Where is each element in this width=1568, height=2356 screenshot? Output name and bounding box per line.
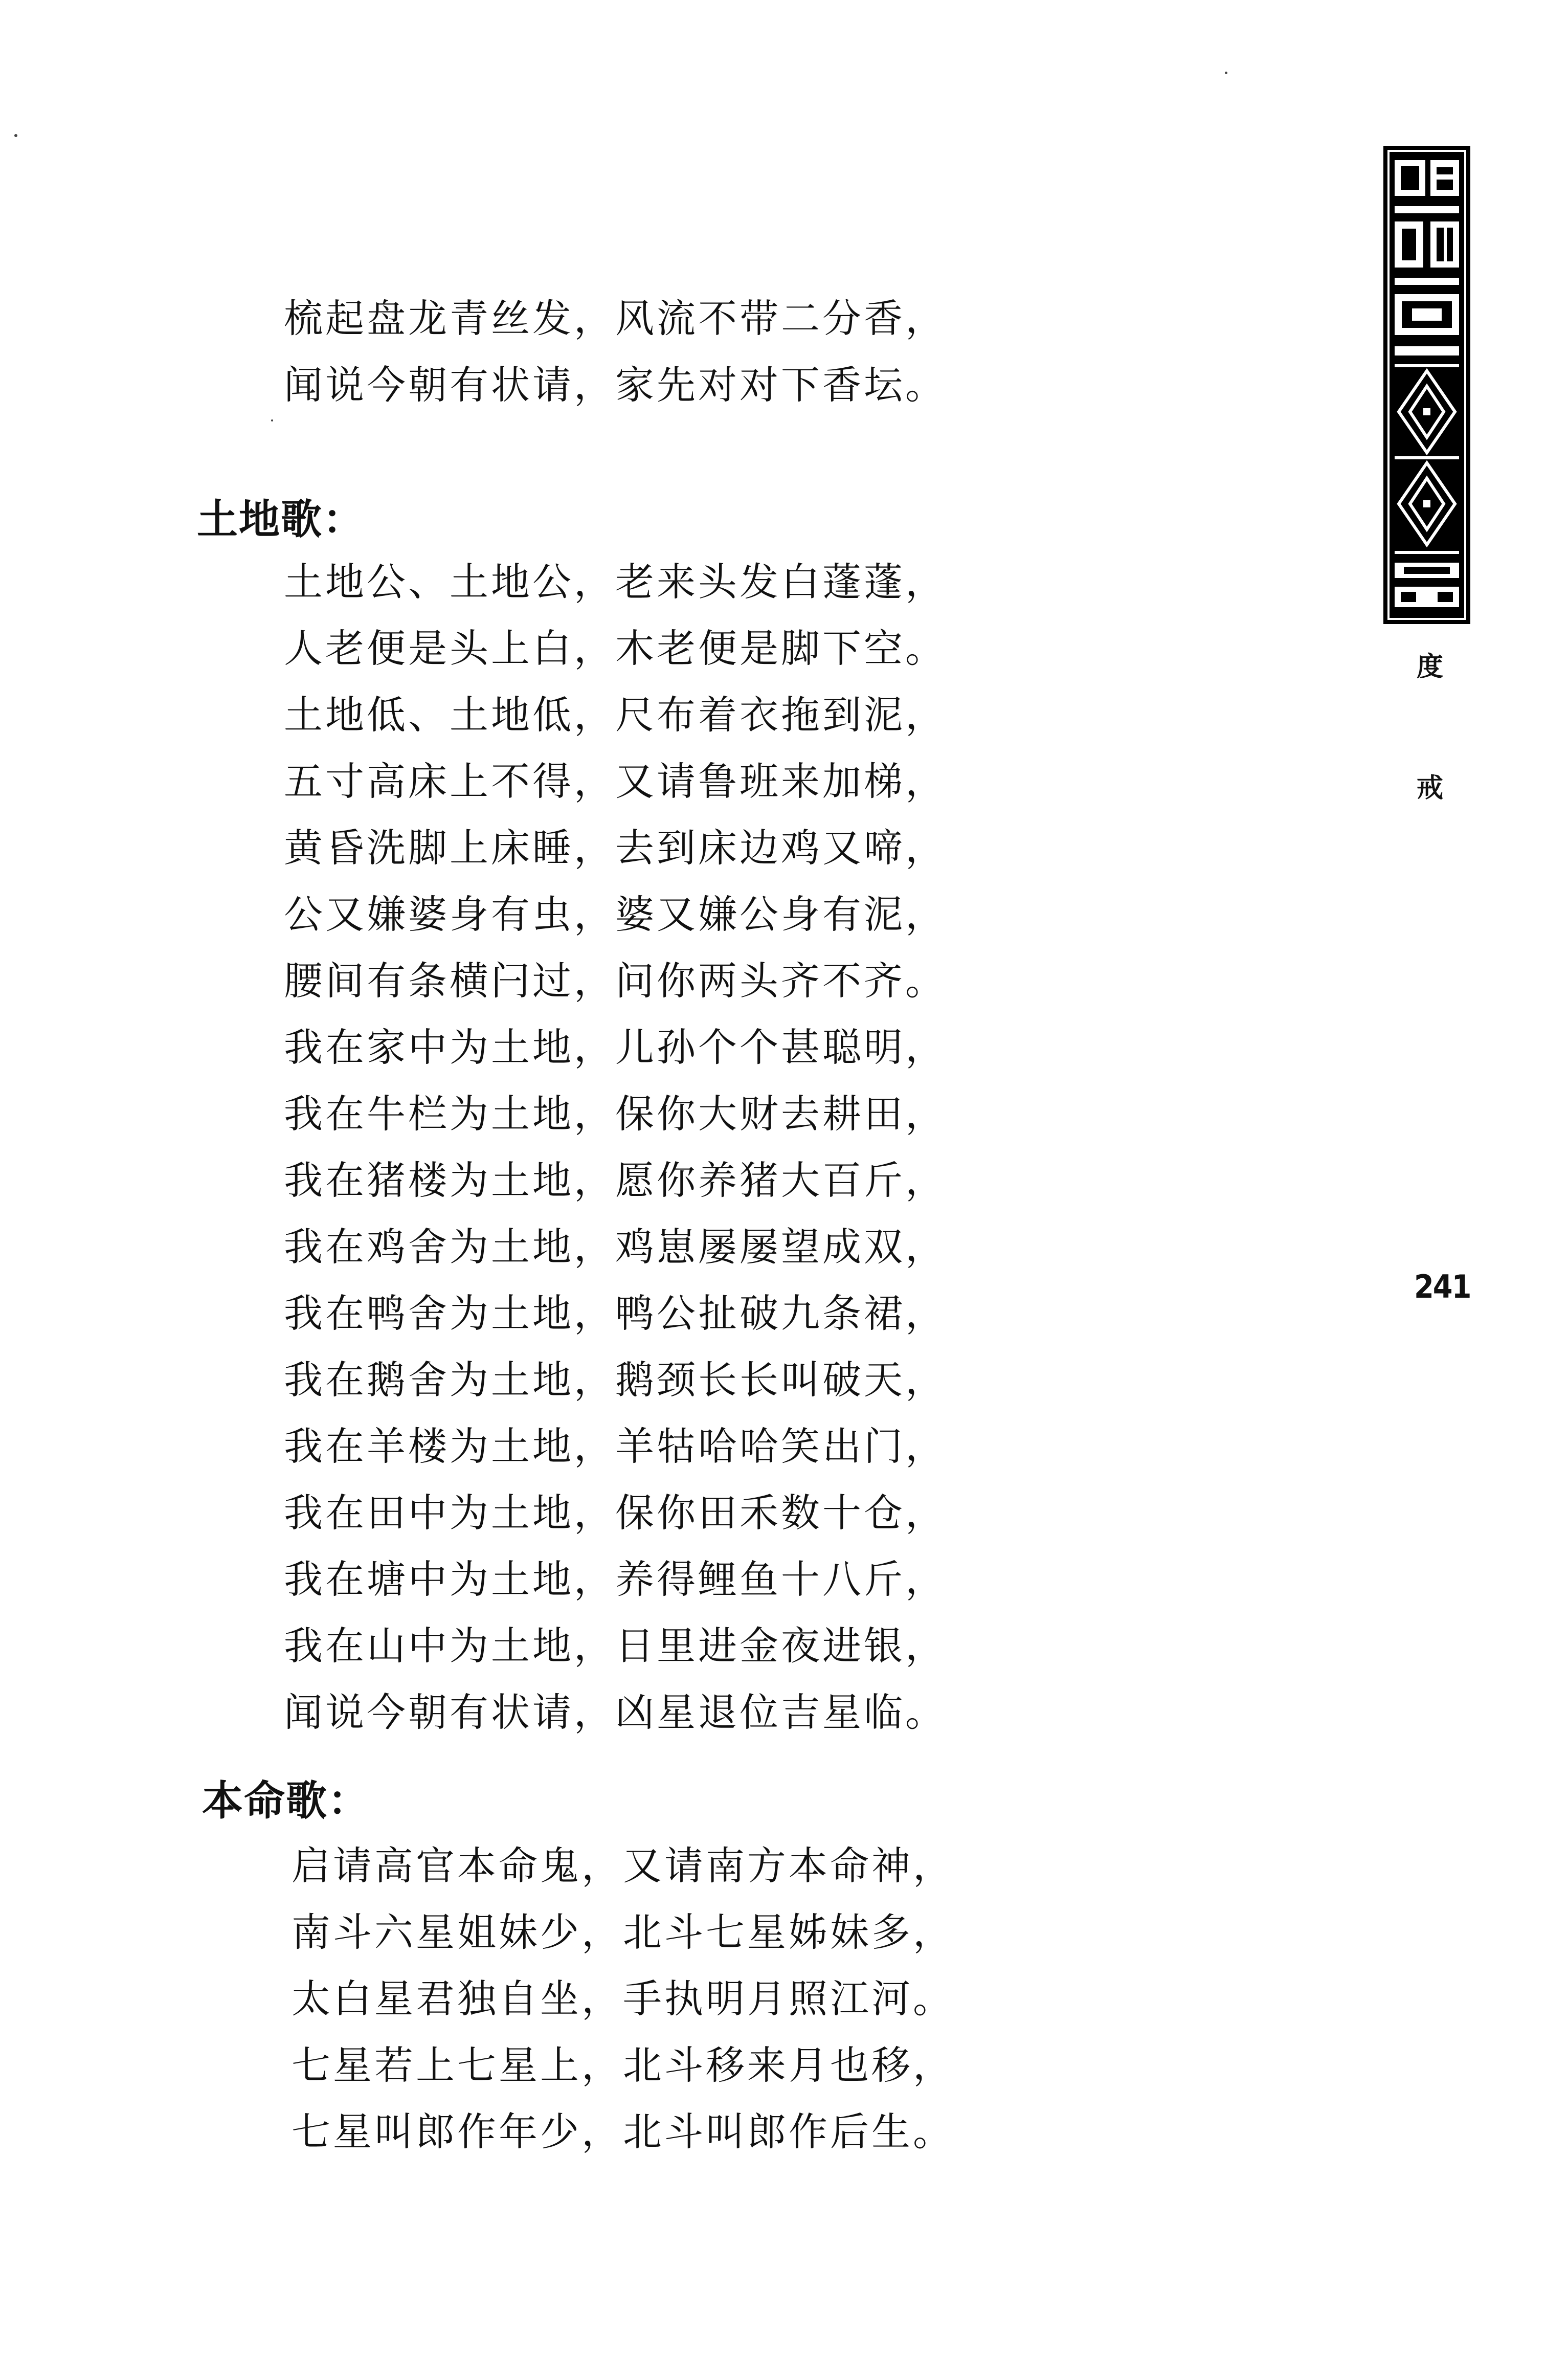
verse-line: 我在猪楼为土地，愿你养猪大百斤， [284,1158,947,1203]
verse-line: 公又嫌婆身有虫，婆又嫌公身有泥， [284,892,947,937]
verse-line: 我在鹅舍为土地，鹅颈长长叫破天， [284,1357,947,1403]
page-number: 241 [1414,1268,1471,1305]
scan-speck [271,419,273,421]
verse-line: 我在牛栏为土地，保你大财去耕田， [284,1091,947,1137]
verse-line: 我在家中为土地，儿孙个个甚聪明， [284,1025,947,1070]
verse-line: 土地公、土地公，老来头发白蓬蓬， [284,559,947,605]
verse-line: 黄昏洗脚上床睡，去到床边鸡又啼， [284,825,947,871]
verse-line: 梳起盘龙青丝发，风流不带二分香， [284,296,947,341]
verse-line: 启请高官本命鬼，又请南方本命神， [292,1843,954,1888]
section-heading: 土地歌： [197,495,365,543]
verse-line: 土地低、土地低，尺布着衣拖到泥， [284,692,947,738]
verse-line: 太白星君独自坐，手执明月照江河。 [292,1976,954,2021]
verse-line: 七星若上七星上，北斗移来月也移， [292,2042,954,2088]
verse-line: 我在田中为土地，保你田禾数十仓， [284,1490,947,1536]
verse-line: 七星叫郎作年少，北斗叫郎作后生。 [292,2109,954,2154]
section-heading: 本命歌： [202,1776,370,1825]
verse-line: 我在羊楼为土地，羊牯哈哈笑出门， [284,1424,947,1469]
verse-line: 南斗六星姐妹少，北斗七星姊妹多， [292,1909,954,1955]
running-title-char: 戒 [1417,772,1444,804]
scan-speck [14,134,17,137]
verse-line: 我在塘中为土地，养得鲤鱼十八斤， [284,1557,947,1602]
verse-line: 我在鸭舍为土地，鸭公扯破九条裙， [284,1291,947,1336]
verse-line: 闻说今朝有状请，家先对对下香坛。 [284,362,947,408]
verse-line: 腰间有条横闩过，问你两头齐不齐。 [284,958,947,1004]
verse-line: 我在鸡舍为土地，鸡崽屡屡望成双， [284,1224,947,1270]
running-title-char: 度 [1417,651,1444,682]
decorative-book-emblem-icon [1383,146,1470,624]
verse-line: 闻说今朝有状请，凶星退位吉星临。 [284,1690,947,1735]
verse-line: 人老便是头上白，木老便是脚下空。 [284,626,947,671]
verse-line: 五寸高床上不得，又请鲁班来加梯， [284,759,947,804]
verse-line: 我在山中为土地，日里进金夜进银， [284,1623,947,1669]
scan-speck [1225,72,1227,74]
